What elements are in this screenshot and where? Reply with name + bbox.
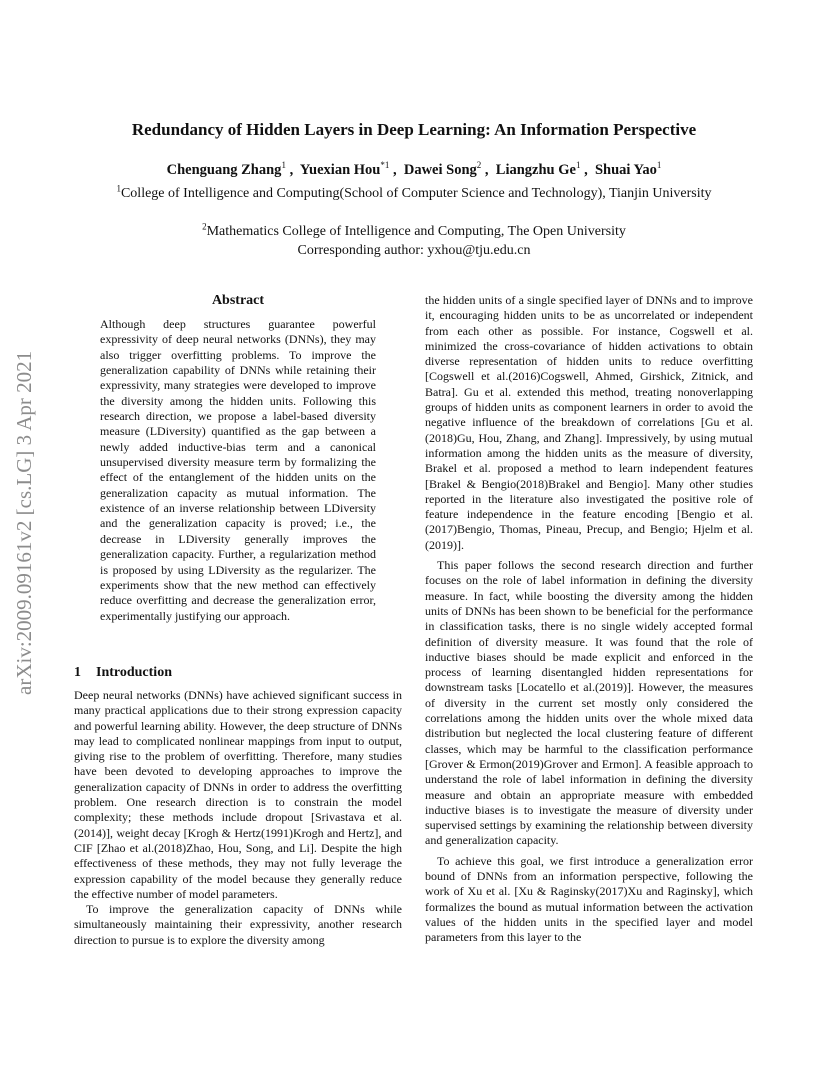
author-affil-marker: 1 (281, 160, 286, 171)
author-list: Chenguang Zhang$^1$ , Yuexian Hou$^{*1}$ , Dawei Song$^2$ , Liangzhu Ge$^1$ , Shuai Yao$^1$ (166, 160, 662, 178)
author-name: Yuexian Hou (299, 162, 381, 178)
author-name: Shuai Yao (594, 162, 657, 178)
body-paragraph: Deep neural networks (DNNs) have achieved significant success in many practical applications due to their strong expression capacity and powerful learning ability. However, the deep structure of DNNs may lead to complicated nonlinear mappings from input to output, giving rise to the problem of overfitting. Therefore, many studies have been devoted to developing approaches to improve the generalization capacity of DNNs in order to address the overfitting problem. One research direction is to constrain the model complexity; these methods include dropout [Srivastava et al.(2014)], weight decay [Krogh & Hertz(1991)Krogh and Hertz], and CIF [Zhao et al.(2018)Zhao, Hou, Song, and Li]. Despite the high effectiveness of these methods, they may not fully leverage the expression capability of the model because they generally reduce the effective number of model parameters. (74, 688, 402, 901)
author-name: Dawei Song (403, 162, 477, 178)
author-affil-marker: 2 (476, 160, 482, 171)
section-title: Introduction (96, 665, 172, 680)
left-column (74, 688, 402, 948)
author-affil-marker: 1 (575, 160, 581, 171)
section-heading-introduction (74, 665, 172, 681)
corresponding-author: Corresponding author: yxhou@tju.edu.cn (297, 243, 531, 258)
body-paragraph: This paper follows the second research direction and further focuses on the role of label information in defining the diversity measure. In fact, while boosting the diversity among the hidden units of DNNs has been shown to be beneficial for the performance in classification tasks, there is no single widely accepted formal definition of diversity measure. It was found that the role of inductive biases should be made explicit and enforced in the process of learning disentangled hidden representations for downstream tasks [Locatello et al.(2019)]. However, the measures of diversity in the current set mostly only considered the correlations among the hidden units over the whole mixed data distribution but neglected the local clustering feature of different classes, which may be harmful to the classification performance [Grover & Ermon(2019)Grover and Ermon]. A feasible approach to understand the role of label information in defining the diversity measure and obtain an appropriate measure with embedded inductive biases is to investigate the measure of diversity under supervised settings by examining the relationship between diversity and generalization capacity. (425, 558, 753, 848)
author-affil-marker: *1 (380, 160, 390, 171)
paper-title: Redundancy of Hidden Layers in Deep Learning: An Information Perspective (131, 120, 697, 139)
arxiv-stamp: arXiv:2009.09161v2 [cs.LG] 3 Apr 2021 (12, 350, 36, 695)
affiliation-marker: 1 (116, 183, 121, 194)
affiliation-text: College of Intelligence and Computing(School of Computer Science and Technology), Tianjin University (120, 186, 712, 201)
body-paragraph: the hidden units of a single specified layer of DNNs and to improve it, encouraging hidden units to be as uncorrelated or independent from each other as possible. For instance, Cogswell et al. minimized the cross-covariance of hidden activations to obtain diverse representation of hidden units to reduce overfitting [Cogswell et al.(2016)Cogswell, Ahmed, Girshick, Zitnick, and Batra]. Gu et al. extended this method, treating nonoverlapping groups of hidden units as component learners in order to avoid the negative influence of the breakdown of correlations [Gu et al.(2018)Gu, Hou, Zhang, and Zhang]. Impressively, by using mutual information among the hidden units as the measure of diversity, Brakel et al. proposed a method to learn independent features [Brakel & Bengio(2018)Brakel and Bengio]. Many other studies reported in the literature also investigated the positive role of feature independence in the feature encoding [Bengio et al.(2017)Bengio, Thomas, Pineau, Precup, and Bengio; Hjelm et al.(2019)]. (425, 293, 753, 552)
affiliation-1 (110, 184, 718, 203)
author-affil-marker: 1 (656, 160, 662, 171)
right-column (425, 293, 753, 945)
affiliation-marker: 2 (202, 221, 207, 232)
author-name: Chenguang Zhang (166, 162, 282, 178)
abstract-body: Although deep structures guarantee powerful expressivity of deep neural networks (DNNs), they may also trigger overfitting problems. To improve the generalization capability of DNNs while retaining their expressivity, many strategies were developed to improve the diversity among the hidden units. Following this research direction, we propose a label-based diversity measure (LDiversity) quantified as the gap between a newly added inductive-bias term and a canonical unsupervised diversity measure term by formalizing the effect of the entanglement of the hidden units on the generalization capacity as mutual information. The existence of an inverse relationship between LDiversity and the generalization capacity is proved; i.e., the decrease in LDiversity generally improves the generalization capacity. Further, a regularization method is proposed by using LDiversity as the regularizer. The experiments show that the new method can effectively reduce overfitting and decrease the generalization error, experimentally justifying our approach. (100, 317, 376, 623)
section-number: 1 (74, 665, 81, 680)
author-name: Liangzhu Ge (495, 162, 576, 178)
body-paragraph: To improve the generalization capacity of DNNs while simultaneously maintaining their expressivity, another research direction to pursue is to explore the diversity among (74, 902, 402, 947)
affiliation-text: Mathematics College of Intelligence and Computing, The Open University (206, 224, 626, 239)
affiliation-2 (110, 222, 718, 241)
body-paragraph: To achieve this goal, we first introduce a generalization error bound of DNNs from an information perspective, following the work of Xu et al. [Xu & Raginsky(2017)Xu and Raginsky], which formalizes the bound as mutual information between the activation values of the hidden units in the specified layer and model parameters from this layer to the (425, 853, 753, 945)
abstract-heading: Abstract (211, 293, 265, 308)
